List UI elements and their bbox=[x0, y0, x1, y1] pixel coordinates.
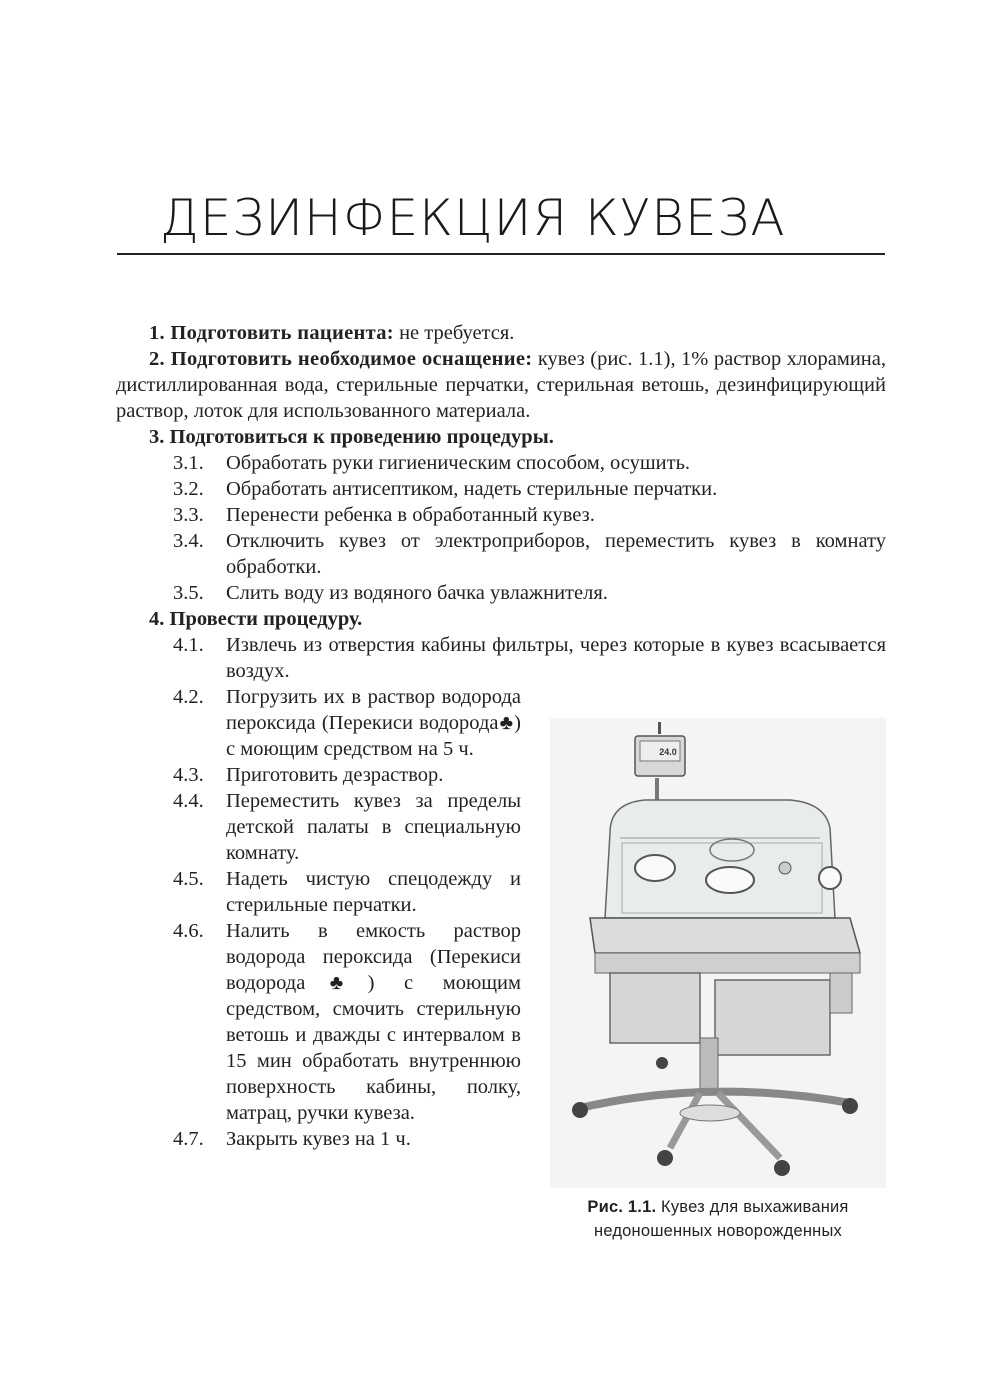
step-4: 4. Провести процедуру. bbox=[149, 608, 363, 630]
incubator-figure bbox=[550, 718, 886, 1188]
step-3-5: 3.5. Слить воду из водяного бачка увлажнителя. bbox=[173, 582, 608, 604]
step-3-1: 3.1. Обработать руки гигиеническим способом, осушить. bbox=[173, 452, 691, 474]
step-1: 1. Подготовить пациента: не требуется. bbox=[149, 322, 515, 344]
step-2: 2. Подготовить необходимое оснащение: кувез (рис. 1.1), 1% раствор хлорамина, дистиллированная вода, стерильные перчатки, стерильная ветошь, дезинфицирующий раствор, лоток для использованного материала. bbox=[116, 348, 886, 422]
step-4-3: 4.3. Приготовить дезраствор. bbox=[173, 764, 444, 786]
step-3-4: 3.4. Отключить кувез от электроприборов, переместить кувез в комнату обработки. bbox=[173, 530, 886, 578]
incubator-illustration bbox=[550, 718, 886, 1188]
step-4-2: 4.2. Погрузить их в раствор водорода пероксида (Перекиси водорода♣) с моющим средством на 5 ч. bbox=[173, 686, 521, 760]
monitor-readout: 24.0 bbox=[659, 747, 677, 757]
step-3: 3. Подготовиться к проведению процедуры. bbox=[149, 426, 554, 448]
step-4-6: 4.6. Налить в емкость раствор водорода пероксида (Перекиси водорода♣) с моющим средством, смочить стерильную ветошь и дважды с интервалом в 15 мин обработать внутреннюю поверхность кабины, полку, матрац, ручки кувеза. bbox=[173, 920, 521, 1124]
page-title: ДЕЗИНФЕКЦИЯ КУВЕЗА bbox=[160, 189, 786, 247]
title-underline bbox=[117, 253, 885, 255]
step-3-2: 3.2. Обработать антисептиком, надеть стерильные перчатки. bbox=[173, 478, 718, 500]
step-4-1: 4.1. Извлечь из отверстия кабины фильтры, через которые в кувез всасывается воздух. bbox=[173, 634, 886, 682]
figure-caption: Рис. 1.1. Кувез для выхаживания недоношенных новорожденных bbox=[587, 1198, 849, 1240]
step-4-5: 4.5. Надеть чистую спецодежду и стерильные перчатки. bbox=[173, 868, 521, 916]
step-4-4: 4.4. Переместить кувез за пределы детской палаты в специальную комнату. bbox=[173, 790, 521, 864]
step-3-3: 3.3. Перенести ребенка в обработанный кувез. bbox=[173, 504, 595, 526]
step-4-7: 4.7. Закрыть кувез на 1 ч. bbox=[173, 1128, 411, 1150]
